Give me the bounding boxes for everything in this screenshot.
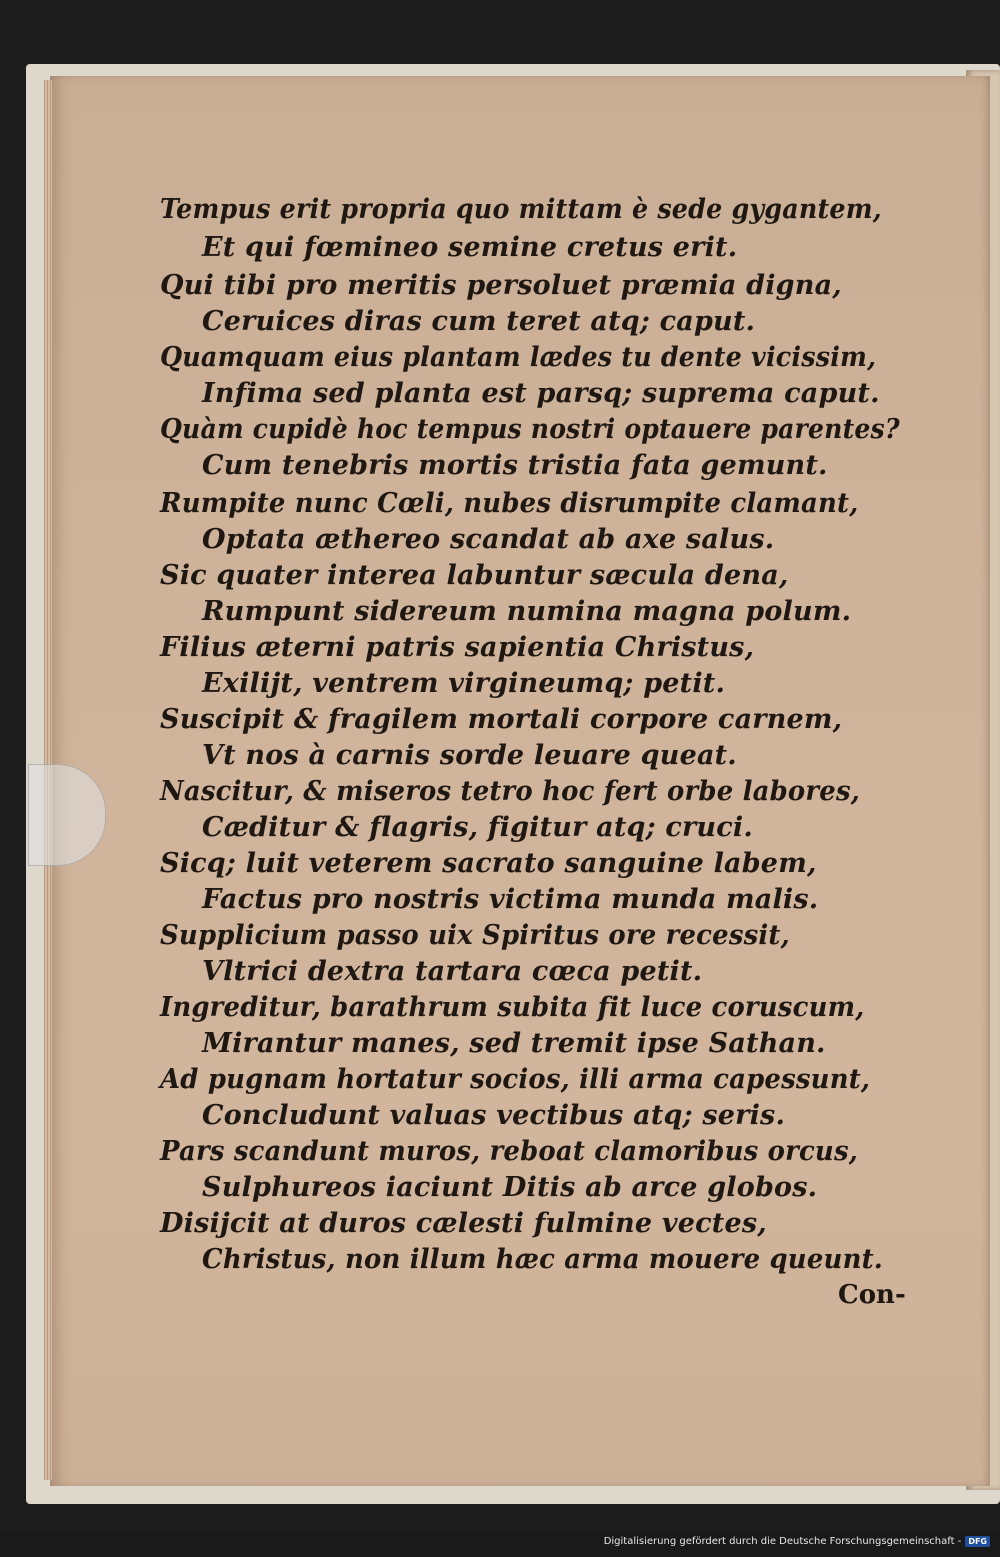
verse-line: Suscipit & fragilem mortali corpore carnem, <box>160 704 843 735</box>
verse-line: Nascitur, & miseros tetro hoc fert orbe labores, <box>160 776 860 807</box>
catchword: Con- <box>838 1280 906 1310</box>
verse-line: Et qui fœmineo semine cretus erit. <box>202 232 738 263</box>
dfg-logo-icon: DFG <box>965 1536 990 1547</box>
verse-line: Ceruices diras cum teret atq; caput. <box>202 306 756 337</box>
verse-line: Sicq; luit veterem sacrato sanguine labem, <box>160 848 817 879</box>
verse-line: Pars scandunt muros, reboat clamoribus orcus, <box>160 1136 858 1167</box>
verse-line: Sic quater interea labuntur sæcula dena, <box>160 560 789 591</box>
verse-line: Filius æterni patris sapientia Christus, <box>160 632 755 663</box>
funding-footer <box>604 1536 990 1547</box>
verse-line: Christus, non illum hæc arma mouere queunt. <box>202 1244 883 1275</box>
verse-line: Factus pro nostris victima munda malis. <box>202 884 819 915</box>
verse-line: Vltrici dextra tartara cœca petit. <box>202 956 703 987</box>
verse-line: Mirantur manes, sed tremit ipse Sathan. <box>202 1028 826 1059</box>
verse-line: Sulphureos iaciunt Ditis ab arce globos. <box>202 1172 818 1203</box>
verse-line: Rumpunt sidereum numina magna polum. <box>202 596 852 627</box>
verse-line: Optata æthereo scandat ab axe salus. <box>202 524 775 555</box>
verse-line: Rumpite nunc Cœli, nubes disrumpite clamant, <box>160 488 859 519</box>
verse-line: Ingreditur, barathrum subita fit luce coruscum, <box>160 992 865 1023</box>
verse-line: Concludunt valuas vectibus atq; seris. <box>202 1100 786 1131</box>
verse-line: Quàm cupidè hoc tempus nostri optauere parentes? <box>160 414 900 445</box>
verse-line: Cum tenebris mortis tristia fata gemunt. <box>202 450 828 481</box>
verse-line: Quamquam eius plantam lædes tu dente vicissim, <box>160 342 877 373</box>
verse-line: Ad pugnam hortatur socios, illi arma capessunt, <box>160 1064 871 1095</box>
verse-line: Supplicium passo uix Spiritus ore recessit, <box>160 920 790 951</box>
verse-line: Vt nos à carnis sorde leuare queat. <box>202 740 737 771</box>
verse-line: Disijcit at duros cælesti fulmine vectes, <box>160 1208 767 1239</box>
verse-line: Tempus erit propria quo mittam è sede gygantem, <box>160 194 882 225</box>
verse-line: Exilijt, ventrem virgineumq; petit. <box>202 668 726 699</box>
verse-line: Cæditur & flagris, figitur atq; cruci. <box>202 812 753 843</box>
footer-text: Digitalisierung gefördert durch die Deutsche Forschungsgemeinschaft - <box>603 1536 962 1547</box>
verse-line: Qui tibi pro meritis persoluet præmia digna, <box>160 270 842 301</box>
verse-line: Infima sed planta est parsq; suprema caput. <box>202 378 880 409</box>
